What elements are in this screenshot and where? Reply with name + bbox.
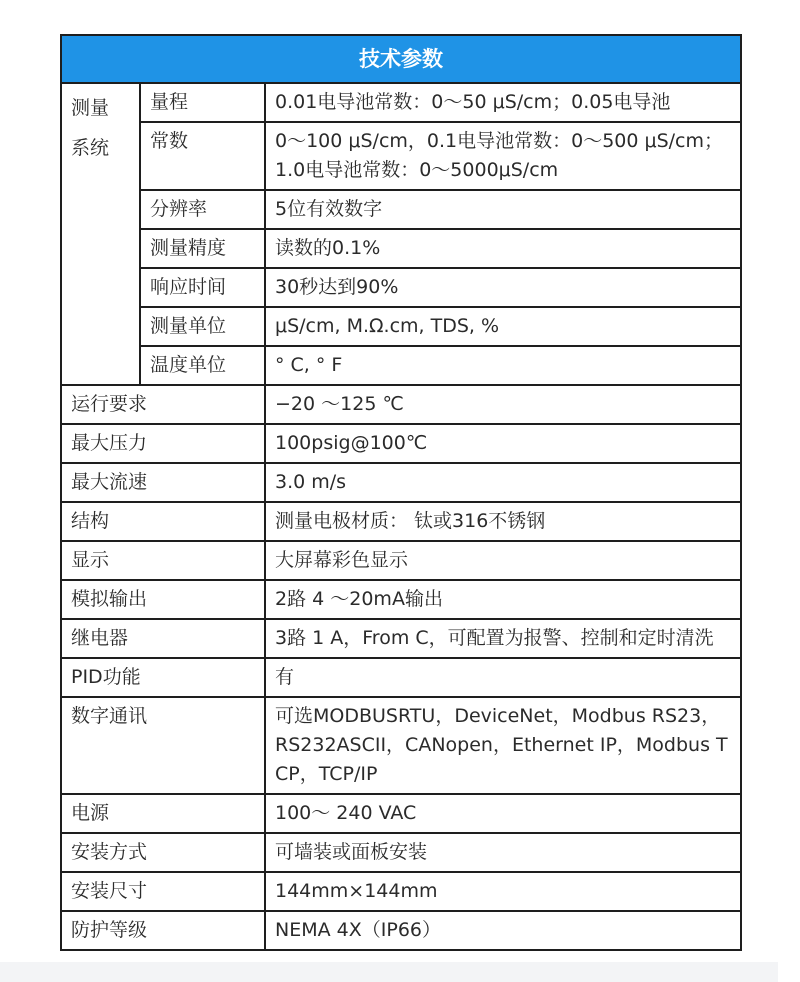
value-cell: 读数的0.1%	[265, 229, 741, 268]
table-row	[61, 872, 741, 911]
table-row	[61, 83, 741, 122]
value-cell: ° C, ° F	[265, 346, 741, 385]
table-row	[61, 229, 741, 268]
table-row	[61, 911, 741, 950]
param-cell: 常数	[140, 122, 265, 190]
table-row	[61, 697, 741, 794]
param-cell: 量程	[140, 83, 265, 122]
table-row	[61, 122, 741, 190]
value-cell: −20 ～125 ℃	[265, 385, 741, 424]
param-cell: 电源	[61, 794, 265, 833]
spec-table	[60, 34, 742, 951]
param-cell: 最大压力	[61, 424, 265, 463]
param-cell: 测量精度	[140, 229, 265, 268]
group-label-line2: 系统	[71, 137, 110, 159]
group-label	[61, 83, 140, 385]
table-row	[61, 833, 741, 872]
param-cell: 防护等级	[61, 911, 265, 950]
value-cell: 0～100 μS/cm，0.1电导池常数：0～500 μS/cm；1.0电导池常数：0～5000μS/cm	[265, 122, 741, 190]
param-cell: 安装尺寸	[61, 872, 265, 911]
value-cell: 3路 1 A，From C，可配置为报警、控制和定时清洗	[265, 619, 741, 658]
param-cell: 安装方式	[61, 833, 265, 872]
param-cell: 温度单位	[140, 346, 265, 385]
value-cell: 可墙装或面板安装	[265, 833, 741, 872]
param-cell: PID功能	[61, 658, 265, 697]
value-cell: 大屏幕彩色显示	[265, 541, 741, 580]
table-row	[61, 502, 741, 541]
param-cell: 最大流速	[61, 463, 265, 502]
table-row	[61, 580, 741, 619]
value-cell: 100psig@100℃	[265, 424, 741, 463]
param-cell: 运行要求	[61, 385, 265, 424]
param-cell: 结构	[61, 502, 265, 541]
table-row	[61, 463, 741, 502]
value-cell: 0.01电导池常数：0～50 μS/cm；0.05电导池	[265, 83, 741, 122]
value-cell: 144mm×144mm	[265, 872, 741, 911]
param-cell: 显示	[61, 541, 265, 580]
table-row	[61, 541, 741, 580]
value-cell: 3.0 m/s	[265, 463, 741, 502]
value-cell: 5位有效数字	[265, 190, 741, 229]
value-cell: 测量电极材质： 钛或316不锈钢	[265, 502, 741, 541]
table-title: 技术参数	[61, 35, 741, 83]
table-row	[61, 658, 741, 697]
table-row	[61, 190, 741, 229]
title-row	[61, 35, 741, 83]
value-cell: 可选MODBUSRTU，DeviceNet，Modbus RS23，RS232ASCII，CANopen，Ethernet IP，Modbus TCP，TCP/IP	[265, 697, 741, 794]
value-cell: NEMA 4X（IP66）	[265, 911, 741, 950]
table-row	[61, 307, 741, 346]
table-row	[61, 268, 741, 307]
value-cell: 100～ 240 VAC	[265, 794, 741, 833]
param-cell: 测量单位	[140, 307, 265, 346]
param-cell: 响应时间	[140, 268, 265, 307]
param-cell: 数字通讯	[61, 697, 265, 794]
table-row	[61, 346, 741, 385]
param-cell: 分辨率	[140, 190, 265, 229]
param-cell: 模拟输出	[61, 580, 265, 619]
param-cell: 继电器	[61, 619, 265, 658]
group-label-line1: 测量	[71, 97, 110, 119]
value-cell: 30秒达到90%	[265, 268, 741, 307]
table-row	[61, 385, 741, 424]
table-row	[61, 424, 741, 463]
value-cell: 有	[265, 658, 741, 697]
table-row	[61, 794, 741, 833]
table-row	[61, 619, 741, 658]
bottom-band	[0, 962, 778, 982]
value-cell: μS/cm, M.Ω.cm, TDS, %	[265, 307, 741, 346]
value-cell: 2路 4 ～20mA输出	[265, 580, 741, 619]
